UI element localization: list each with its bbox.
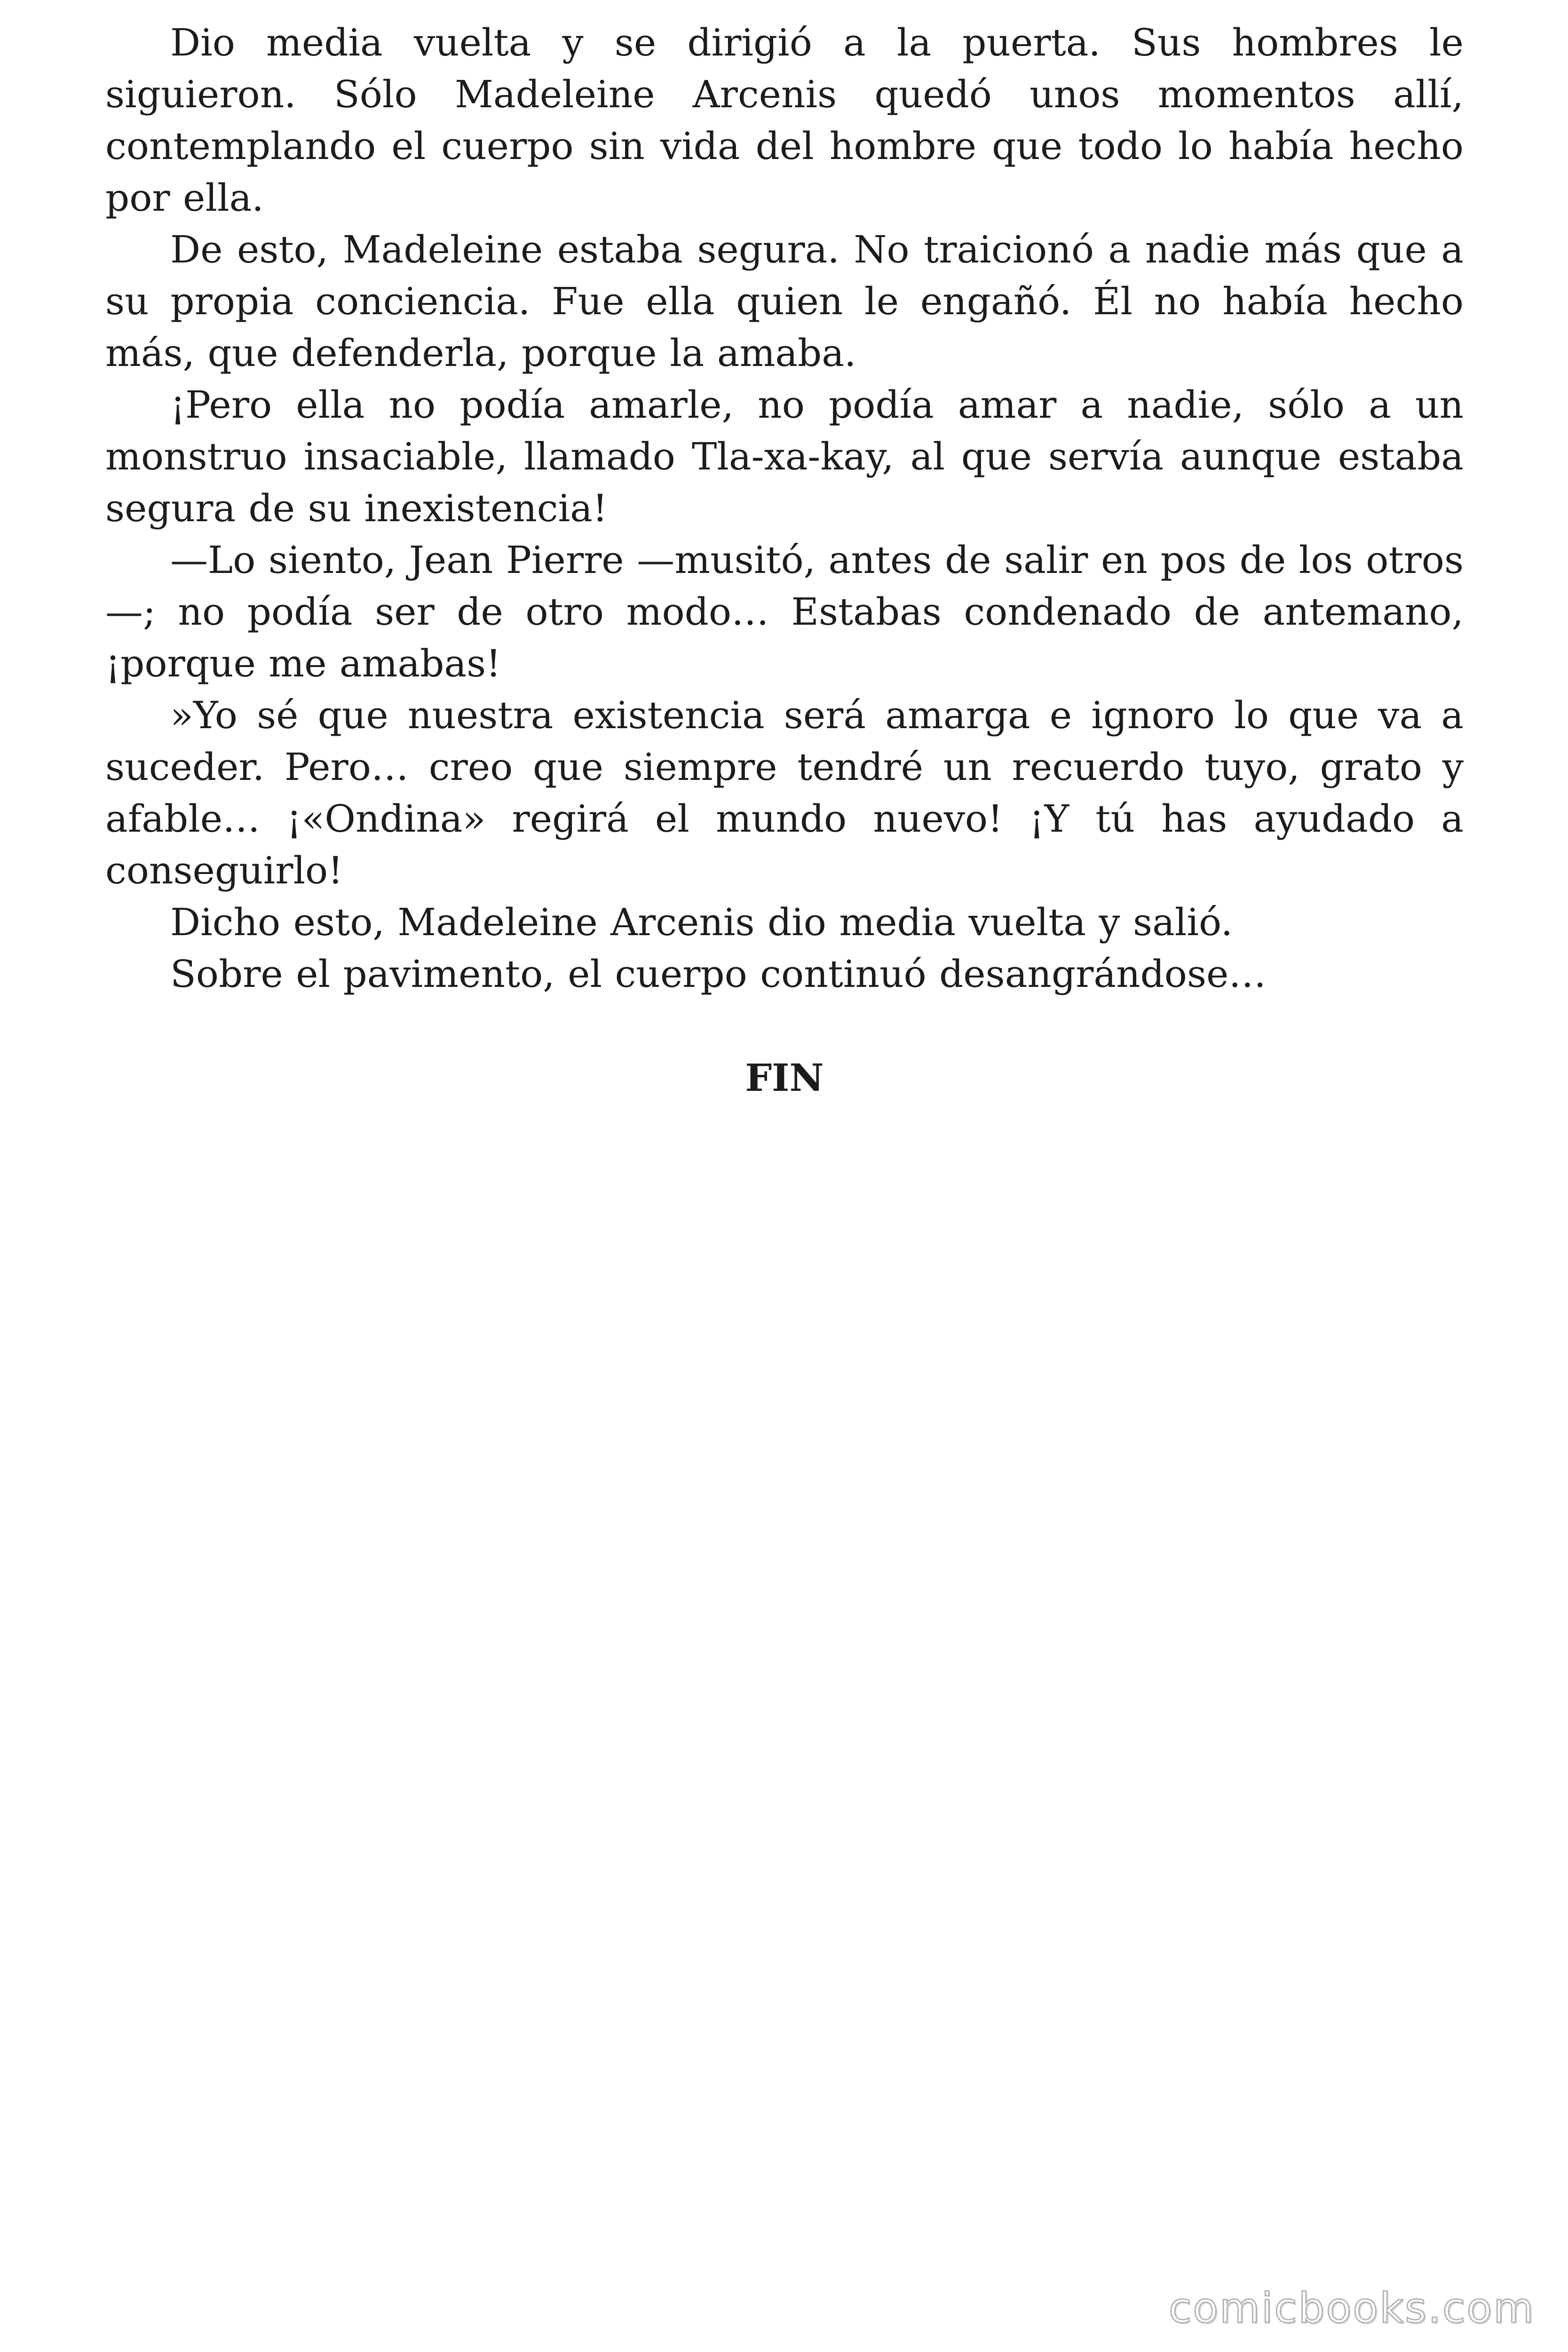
paragraph-6: Dicho esto, Madeleine Arcenis dio media vuelta y salió.	[170, 900, 1233, 944]
watermark: comicbooks.com	[1168, 2284, 1535, 2332]
end-mark: FIN	[745, 1056, 824, 1100]
paragraph-2: De esto, Madeleine estaba segura. No traicionó a nadie más que a su propia conciencia. Fue ella quien le engañó. Él no había hecho más, que defenderla, porque la amaba.	[105, 228, 1464, 375]
paragraph-7: Sobre el pavimento, el cuerpo continuó desangrándose…	[170, 952, 1267, 996]
page-body	[105, 17, 1464, 1104]
paragraph-5: »Yo sé que nuestra existencia será amarga e ignoro lo que va a suceder. Pero… creo que siempre tendré un recuerdo tuyo, grato y afable… ¡«Ondina» regirá el mundo nuevo! ¡Y tú has ayudado a conseguirlo!	[105, 693, 1464, 892]
paragraph-4: —Lo siento, Jean Pierre —musitó, antes de salir en pos de los otros —; no podía ser de otro modo… Estabas condenado de antemano, ¡porque me amabas!	[105, 538, 1464, 685]
paragraph-3: ¡Pero ella no podía amarle, no podía amar a nadie, sólo a un monstruo insaciable, llamado Tla-xa-kay, al que servía aunque estaba segura de su inexistencia!	[105, 383, 1464, 530]
paragraph-1: Dio media vuelta y se dirigió a la puerta. Sus hombres le siguieron. Sólo Madeleine Arcenis quedó unos momentos allí, contemplando el cuerpo sin vida del hombre que todo lo había hecho por ella.	[105, 21, 1464, 220]
